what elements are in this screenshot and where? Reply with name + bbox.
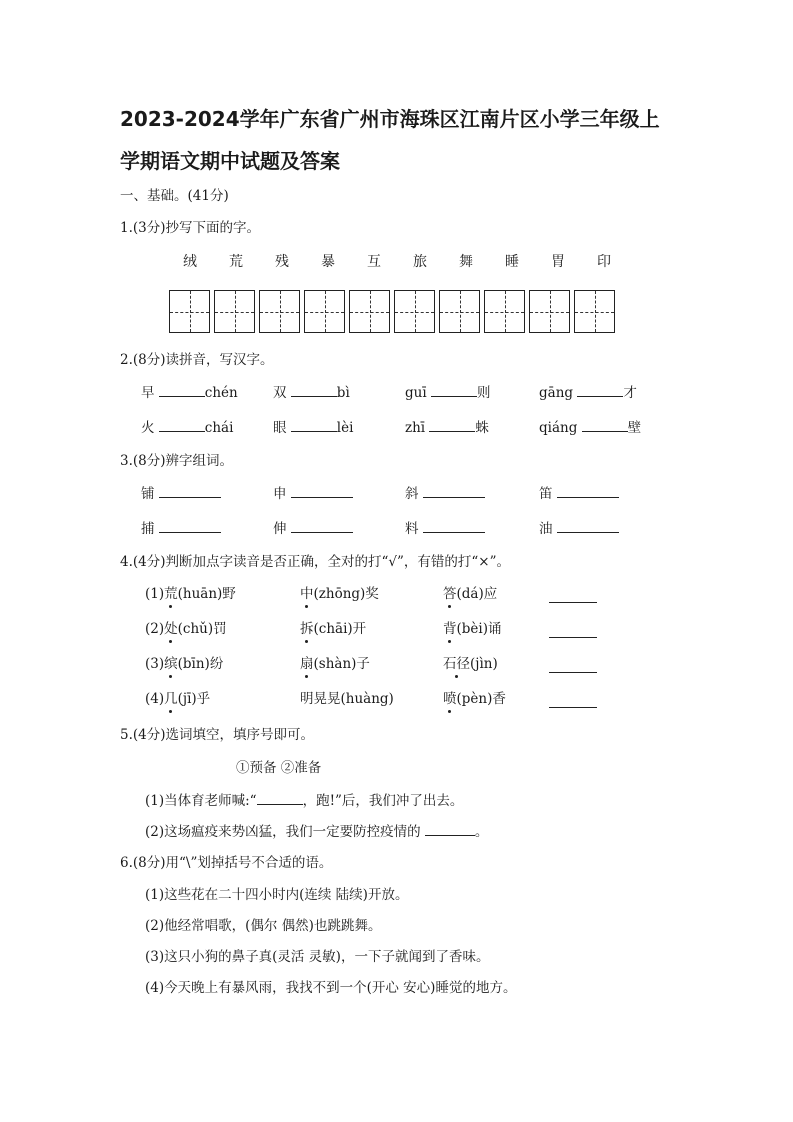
- tian-zi-ge-box[interactable]: [394, 290, 435, 333]
- q2-stem: 2.(8分)读拼音，写汉字。: [120, 352, 274, 368]
- tian-zi-ge-box[interactable]: [529, 290, 570, 333]
- q5-sentence-2: (2)这场瘟疫来势凶猛，我们一定要防控疫情的 。: [145, 824, 489, 840]
- q3-item: 捕: [141, 520, 221, 538]
- q4-row: (2)处(chǔ)罚: [145, 621, 227, 637]
- answer-blank[interactable]: [291, 384, 337, 397]
- q1-writing-grid: [169, 290, 615, 333]
- q1-char: 印: [597, 254, 611, 270]
- answer-blank[interactable]: [549, 637, 597, 638]
- q4-row: 背(bèi)诵: [443, 621, 502, 637]
- tian-zi-ge-box[interactable]: [214, 290, 255, 333]
- q2-item: 早 chén: [141, 385, 238, 401]
- q4-stem: 4.(4分)判断加点字读音是否正确，全对的打“√”，有错的打“×”。: [120, 554, 511, 570]
- answer-blank[interactable]: [557, 485, 619, 498]
- answer-blank[interactable]: [431, 384, 477, 397]
- q4-row: 扇(shàn)子: [300, 656, 370, 672]
- q6-item: (1)这些花在二十四小时内(连续 陆续)开放。: [145, 887, 409, 903]
- section-heading: 一、基础。(41分): [120, 188, 229, 204]
- q4-row: (3)缤(bīn)纷: [145, 656, 224, 672]
- q6-item: (3)这只小狗的鼻子真(灵活 灵敏)，一下子就闻到了香味。: [145, 949, 490, 965]
- answer-blank[interactable]: [549, 602, 597, 603]
- q2-item: 眼 lèi: [273, 420, 354, 436]
- q2-item: 双 bì: [273, 385, 350, 401]
- answer-blank[interactable]: [423, 485, 485, 498]
- tian-zi-ge-box[interactable]: [304, 290, 345, 333]
- q5-options: ①预备 ②准备: [236, 760, 322, 776]
- answer-blank[interactable]: [159, 384, 205, 397]
- answer-blank[interactable]: [425, 823, 475, 836]
- answer-blank[interactable]: [159, 419, 205, 432]
- q3-item: 斜: [405, 485, 485, 503]
- q4-row: 中(zhōng)奖: [300, 586, 379, 602]
- q2-item: gāng 才: [539, 385, 637, 401]
- q4-row: 石径(jìn): [443, 656, 498, 672]
- q2-item: 火 chái: [141, 420, 234, 436]
- q3-item: 油: [539, 520, 619, 538]
- answer-blank[interactable]: [291, 485, 353, 498]
- q5-sentence-1: (1)当体育老师喊:“ ，跑!”后，我们冲了出去。: [145, 793, 464, 809]
- q1-char: 暴: [321, 254, 335, 270]
- tian-zi-ge-box[interactable]: [349, 290, 390, 333]
- answer-blank[interactable]: [159, 520, 221, 533]
- q6-item: (2)他经常唱歌，(偶尔 偶然)也跳跳舞。: [145, 918, 382, 934]
- q3-stem: 3.(8分)辨字组词。: [120, 453, 234, 469]
- page-title-line2: 学期语文期中试题及答案: [120, 149, 340, 173]
- answer-blank[interactable]: [577, 384, 623, 397]
- q1-char: 舞: [459, 254, 473, 270]
- answer-blank[interactable]: [582, 419, 628, 432]
- tian-zi-ge-box[interactable]: [169, 290, 210, 333]
- q3-item: 料: [405, 520, 485, 538]
- answer-blank[interactable]: [291, 419, 337, 432]
- answer-blank[interactable]: [549, 672, 597, 673]
- q3-item: 伸: [273, 520, 353, 538]
- tian-zi-ge-box[interactable]: [574, 290, 615, 333]
- q4-row: 答(dá)应: [443, 586, 498, 602]
- q2-item: zhī 蛛: [405, 420, 489, 436]
- q6-item: (4)今天晚上有暴风雨，我找不到一个(开心 安心)睡觉的地方。: [145, 980, 517, 996]
- q1-char: 残: [275, 254, 289, 270]
- q2-item: guī 则: [405, 385, 491, 401]
- q1-char: 旅: [413, 254, 427, 270]
- answer-blank[interactable]: [423, 520, 485, 533]
- q6-stem: 6.(8分)用“\”划掉括号不合适的语。: [120, 855, 333, 871]
- q1-char: 胃: [551, 254, 565, 270]
- q1-stem: 1.(3分)抄写下面的字。: [120, 220, 261, 236]
- answer-blank[interactable]: [291, 520, 353, 533]
- answer-blank[interactable]: [429, 419, 475, 432]
- tian-zi-ge-box[interactable]: [484, 290, 525, 333]
- q2-item: qiáng 壁: [539, 420, 642, 436]
- q4-row: (1)荒(huān)野: [145, 586, 236, 602]
- page-title-line1: 2023-2024学年广东省广州市海珠区江南片区小学三年级上: [120, 107, 660, 131]
- q3-item: 笛: [539, 485, 619, 503]
- tian-zi-ge-box[interactable]: [259, 290, 300, 333]
- q3-item: 铺: [141, 485, 221, 503]
- q4-row: (4)几(jī)乎: [145, 691, 211, 707]
- q3-item: 申: [273, 485, 353, 503]
- tian-zi-ge-box[interactable]: [439, 290, 480, 333]
- answer-blank[interactable]: [557, 520, 619, 533]
- answer-blank[interactable]: [549, 707, 597, 708]
- q1-char: 绒: [183, 254, 197, 270]
- q1-char: 荒: [229, 254, 243, 270]
- q1-char: 互: [367, 254, 381, 270]
- q5-stem: 5.(4分)选词填空，填序号即可。: [120, 727, 315, 743]
- answer-blank[interactable]: [257, 792, 303, 805]
- q4-row: 明晃晃(huàng): [300, 691, 394, 707]
- q4-row: 喷(pèn)香: [443, 691, 506, 707]
- q1-char: 睡: [505, 254, 519, 270]
- answer-blank[interactable]: [159, 485, 221, 498]
- q4-row: 拆(chāi)开: [300, 621, 367, 637]
